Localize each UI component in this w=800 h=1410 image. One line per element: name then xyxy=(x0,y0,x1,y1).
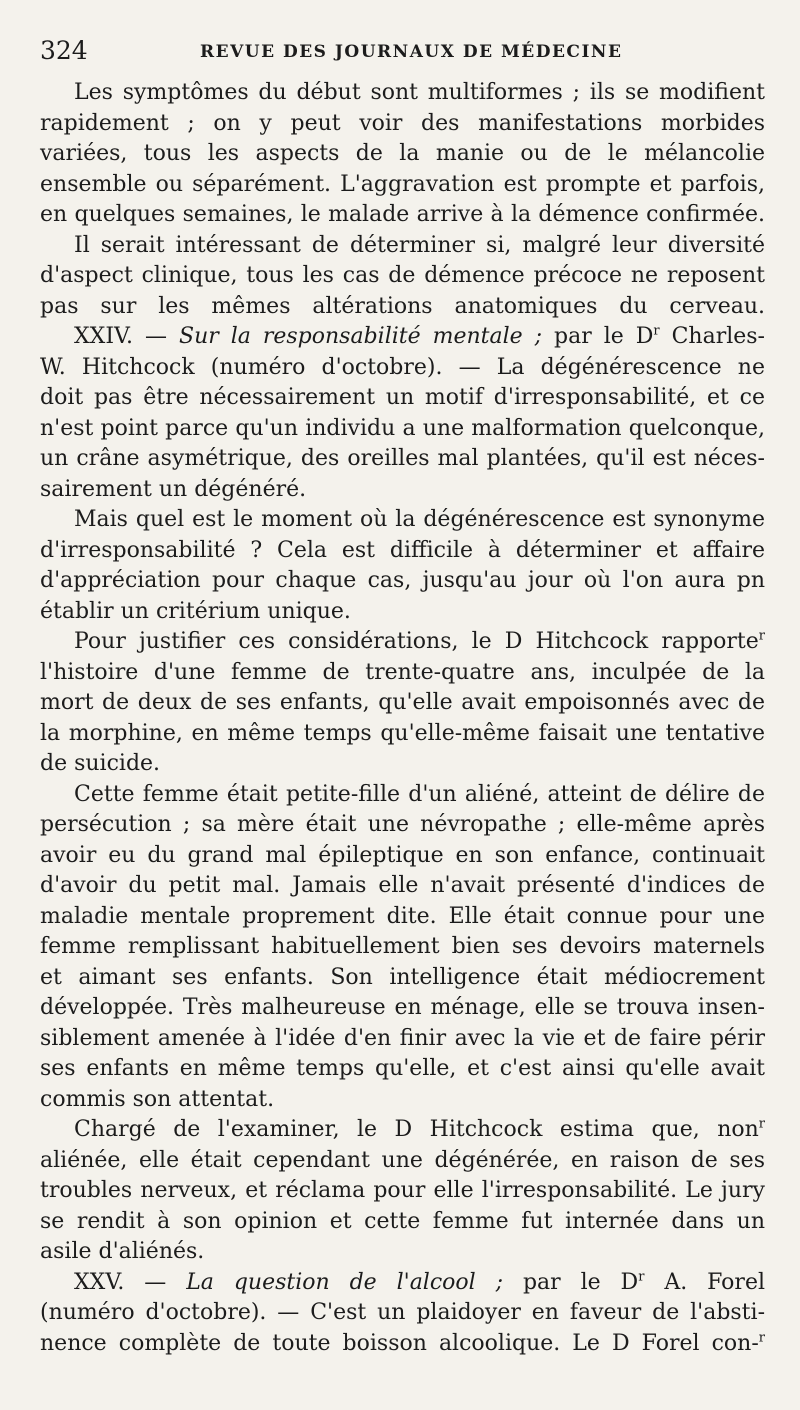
text-line-tail: par le D xyxy=(503,1269,639,1295)
text-line xyxy=(40,841,765,872)
text-line xyxy=(40,658,765,689)
text-line-text: mort de deux de ses enfants, qu'elle avait empoisonnés avec de xyxy=(40,690,765,715)
text-line xyxy=(40,444,765,475)
running-head: REVUE DES JOURNAUX DE MÉDECINE xyxy=(200,42,623,62)
text-line xyxy=(40,719,765,750)
text-line xyxy=(40,1146,765,1177)
text-line-sup: r xyxy=(758,1116,765,1132)
text-line xyxy=(40,139,765,170)
text-line xyxy=(40,78,765,109)
text-line-text: persécution ; sa mère était une névropathe ; elle-même après xyxy=(40,812,765,837)
text-line-text: l'histoire d'une femme de trente-quatre ans, inculpée de la xyxy=(40,659,765,685)
text-line xyxy=(40,993,765,1024)
text-line xyxy=(40,566,765,597)
text-line-text: troubles nerveux, et réclama pour elle l'irresponsabilité. Le jury xyxy=(40,1178,765,1203)
text-line-sup: r xyxy=(638,1269,645,1285)
text-line-sup: r xyxy=(653,323,660,339)
text-line-sup: r xyxy=(758,628,765,644)
text-line-text: établir un critérium unique. xyxy=(40,598,351,624)
text-line-text: d'aspect clinique, tous les cas de démence précoce ne reposent xyxy=(40,263,765,288)
text-line-text: (numéro d'octobre). — C'est un plaidoyer en faveur de l'absti- xyxy=(40,1300,765,1325)
text-line xyxy=(40,597,765,628)
text-line-tail: Forel con- xyxy=(629,1330,759,1356)
text-line-text: pas sur les mêmes altérations anatomiques du cerveau. xyxy=(40,293,765,319)
text-line xyxy=(40,780,765,811)
text-line-tail: Hitchcock rapporte xyxy=(522,629,759,654)
text-line-text: doit pas être nécessairement un motif d'irresponsabilité, et ce xyxy=(40,385,765,410)
text-line-text: d'avoir du petit mal. Jamais elle n'avait présenté d'indices de xyxy=(40,873,765,898)
text-line xyxy=(40,505,765,536)
text-line-text: XXV. — xyxy=(74,1269,187,1295)
text-line xyxy=(40,627,765,658)
text-line xyxy=(40,1024,765,1055)
text-line xyxy=(40,109,765,140)
text-line xyxy=(40,1298,765,1329)
text-line-text: un crâne asymétrique, des oreilles mal plantées, qu'il est néces- xyxy=(40,446,765,471)
text-line xyxy=(40,1085,765,1116)
page-number: 324 xyxy=(40,36,88,65)
text-line-text: et aimant ses enfants. Son intelligence était médiocrement xyxy=(40,964,765,990)
text-line xyxy=(40,261,765,292)
text-line xyxy=(40,810,765,841)
text-line xyxy=(40,932,765,963)
text-line-tail: par le D xyxy=(542,324,654,349)
text-line-text: aliénée, elle était cependant une dégénérée, en raison de ses xyxy=(40,1147,765,1173)
text-line xyxy=(40,200,765,231)
text-line xyxy=(40,292,765,323)
text-line xyxy=(40,536,765,567)
text-line xyxy=(40,1207,765,1238)
text-line xyxy=(40,1329,765,1360)
text-line-text: femme remplissant habituellement bien ses devoirs maternels xyxy=(40,934,765,959)
text-line-text: rapidement ; on y peut voir des manifestations morbides xyxy=(40,110,765,136)
page-header xyxy=(40,36,760,66)
text-line xyxy=(40,475,765,506)
text-line-tail2: Charles- xyxy=(659,324,765,349)
body-text xyxy=(40,78,765,1359)
text-line-tail2: A. Forel xyxy=(644,1269,765,1295)
text-line-text: d'appréciation pour chaque cas, jusqu'au jour où l'on aura pn xyxy=(40,568,765,593)
text-line xyxy=(40,963,765,994)
text-line xyxy=(40,353,765,384)
text-line-text: développée. Très malheureuse en ménage, elle se trouva insen- xyxy=(40,995,765,1020)
text-line-italic: La question de l'alcool ; xyxy=(186,1269,504,1295)
text-line-text: ses enfants en même temps qu'elle, et c'est ainsi qu'elle avait xyxy=(40,1056,765,1081)
text-line-text: Cette femme était petite-fille d'un aliéné, atteint de délire de xyxy=(74,781,765,807)
text-line xyxy=(40,231,765,262)
text-line-text: la morphine, en même temps qu'elle-même faisait une tentative xyxy=(40,720,765,746)
text-line-text: Chargé de l'examiner, le D xyxy=(74,1117,413,1142)
text-line-text: Pour justifier ces considérations, le D xyxy=(74,629,523,654)
text-line-text: sairement un dégénéré. xyxy=(40,476,307,502)
text-line xyxy=(40,1268,765,1299)
text-line xyxy=(40,383,765,414)
text-line-text: XXIV. — xyxy=(74,324,179,349)
text-line-text: siblement amenée à l'idée d'en finir avec la vie et de faire périr xyxy=(40,1025,765,1051)
text-line xyxy=(40,902,765,933)
text-line-sup: r xyxy=(758,1330,765,1346)
text-line xyxy=(40,871,765,902)
text-line-italic: Sur la responsabilité mentale ; xyxy=(179,324,543,349)
text-line-text: variées, tous les aspects de la manie ou de le mélancolie xyxy=(40,141,765,166)
text-line-text: W. Hitchcock (numéro d'octobre). — La dégénérescence ne xyxy=(40,354,765,380)
text-line-text: ensemble ou séparément. L'aggravation est prompte et parfois, xyxy=(40,171,765,197)
text-line xyxy=(40,688,765,719)
text-line-text: d'irresponsabilité ? Cela est difficile à déterminer et affaire xyxy=(40,537,765,563)
text-line-text: Mais quel est le moment où la dégénérescence est synonyme xyxy=(74,507,765,532)
text-line-text: nence complète de toute boisson alcoolique. Le D xyxy=(40,1330,630,1356)
text-line-text: se rendit à son opinion et cette femme fut internée dans un xyxy=(40,1208,765,1234)
text-line-text: en quelques semaines, le malade arrive à la démence confirmée. xyxy=(40,202,765,227)
text-line-text: asile d'aliénés. xyxy=(40,1239,205,1264)
text-line xyxy=(40,1237,765,1268)
text-line xyxy=(40,170,765,201)
text-line-text: Il serait intéressant de déterminer si, malgré leur diversité xyxy=(74,232,765,258)
text-line-text: avoir eu du grand mal épileptique en son enfance, continuait xyxy=(40,842,765,868)
text-line xyxy=(40,749,765,780)
text-line-text: n'est point parce qu'un individu a une malformation quelconque, xyxy=(40,415,765,441)
text-line-tail: Hitchcock estima que, non xyxy=(412,1117,759,1142)
text-line-text: Les symptômes du début sont multiformes ; ils se modifient xyxy=(74,80,765,105)
text-line-text: de suicide. xyxy=(40,751,161,776)
text-line-text: maladie mentale proprement dite. Elle était connue pour une xyxy=(40,903,765,929)
text-line-text: commis son attentat. xyxy=(40,1086,275,1112)
text-line xyxy=(40,1115,765,1146)
text-line xyxy=(40,1054,765,1085)
text-line xyxy=(40,1176,765,1207)
text-line xyxy=(40,322,765,353)
text-line xyxy=(40,414,765,445)
